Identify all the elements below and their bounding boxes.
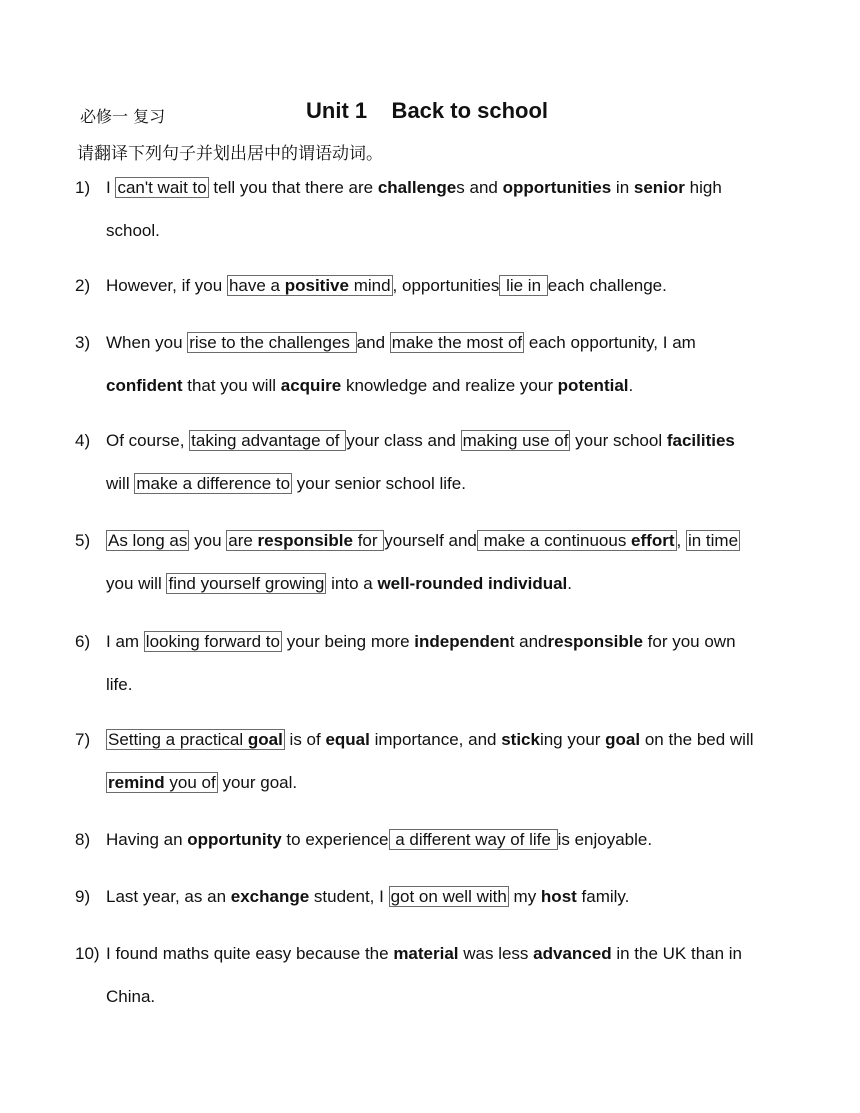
- phrase-box: taking advantage of: [191, 431, 345, 450]
- text-run: China.: [106, 987, 156, 1006]
- bold-keyword: host: [540, 887, 577, 906]
- text-run: yourself and: [384, 531, 477, 550]
- phrase-box: [227, 275, 393, 296]
- text-run: your being more: [281, 632, 415, 651]
- text-run: you will: [106, 574, 167, 593]
- text-run: you: [189, 531, 227, 550]
- text-run: tell you that there are: [208, 178, 378, 197]
- bold-keyword: responsible: [547, 632, 643, 651]
- sentence-line: [106, 773, 297, 793]
- bold-keyword: opportunity: [187, 830, 282, 849]
- bold-keyword: exchange: [230, 887, 310, 906]
- item-number: 10): [75, 944, 100, 963]
- item-number: 5): [75, 531, 91, 550]
- text-run: is of: [284, 730, 326, 749]
- course-label: 必修一 复习: [80, 107, 166, 126]
- phrase-box: As long as: [108, 531, 188, 550]
- text-run: life.: [106, 675, 133, 694]
- bold-keyword: stick: [501, 730, 540, 749]
- text-run: my: [508, 887, 541, 906]
- unit-title: Unit 1 Back to school: [306, 98, 549, 123]
- bold-keyword: material: [393, 944, 459, 963]
- phrase-box: [477, 530, 677, 551]
- text-run: in: [611, 178, 634, 197]
- sentence-line: [106, 474, 466, 494]
- text-run: s and: [456, 178, 503, 197]
- phrase-box: can't wait to: [117, 178, 207, 197]
- item-number: 4): [75, 431, 91, 450]
- text-run: I: [106, 178, 116, 197]
- bold-keyword: advanced: [533, 944, 612, 963]
- text-run: , opportunities: [392, 276, 500, 295]
- text-run: knowledge and realize your: [341, 376, 558, 395]
- bold-keyword: well-rounded individual: [377, 574, 568, 593]
- phrase-box: [106, 772, 218, 793]
- text-run: Last year, as an: [106, 887, 231, 906]
- sentence-line: [106, 333, 696, 353]
- bold-keyword: independen: [414, 632, 510, 651]
- bold-keyword: goal: [605, 730, 641, 749]
- phrase-box: rise to the challenges: [189, 333, 355, 352]
- text-run: school.: [106, 221, 160, 240]
- text-run: When you: [106, 333, 188, 352]
- text-run: .: [567, 574, 573, 593]
- text-run: to experience: [281, 830, 389, 849]
- text-run: Having an: [106, 830, 188, 849]
- sentence-line: [106, 376, 633, 396]
- item-number: 7): [75, 730, 91, 749]
- bold-keyword: effort: [631, 531, 675, 550]
- text-run: each opportunity, I am: [524, 333, 696, 352]
- text-run: student, I: [309, 887, 389, 906]
- phrase-box: make a difference to: [136, 474, 291, 493]
- phrase-box: a different way of life: [390, 830, 556, 849]
- text-run: will: [106, 474, 135, 493]
- sentence-line: [106, 431, 735, 451]
- text-run: that you will: [182, 376, 281, 395]
- sentence-line: [106, 178, 722, 198]
- text-run: for: [352, 531, 383, 550]
- text-run: each challenge.: [547, 276, 667, 295]
- text-run: I found maths quite easy because the: [106, 944, 394, 963]
- text-run: .: [628, 376, 634, 395]
- phrase-box: in time: [687, 531, 739, 550]
- text-run: Setting a practical: [108, 730, 248, 749]
- sentence-line: [106, 632, 736, 652]
- bold-keyword: positive: [284, 276, 349, 295]
- text-run: importance, and: [369, 730, 502, 749]
- text-run: t and: [509, 632, 548, 651]
- text-run: your class and: [346, 431, 461, 450]
- text-run: ing your: [539, 730, 606, 749]
- bold-keyword: facilities: [666, 431, 735, 450]
- text-run: Of course,: [106, 431, 190, 450]
- text-run: ,: [676, 531, 686, 550]
- text-run: are: [228, 531, 258, 550]
- bold-keyword: goal: [247, 730, 283, 749]
- sentence-line: [106, 675, 132, 695]
- bold-keyword: potential: [557, 376, 629, 395]
- text-run: high: [684, 178, 722, 197]
- text-run: mind: [348, 276, 391, 295]
- text-run: was less: [458, 944, 534, 963]
- text-run: have a: [228, 276, 285, 295]
- header: [80, 98, 780, 128]
- item-number: 1): [75, 178, 91, 197]
- phrase-box: find yourself growing: [168, 574, 325, 593]
- sentence-line: [106, 944, 742, 964]
- sentence-line: [106, 531, 740, 551]
- bold-keyword: responsible: [257, 531, 353, 550]
- text-run: in the UK than in: [611, 944, 743, 963]
- sentence-line: [106, 730, 754, 750]
- sentence-line: [106, 276, 667, 296]
- item-number: 9): [75, 887, 91, 906]
- sentence-line: [106, 887, 629, 907]
- sentence-line: [106, 830, 652, 850]
- item-number: 8): [75, 830, 91, 849]
- bold-keyword: opportunities: [502, 178, 612, 197]
- sentence-line: [106, 221, 160, 241]
- text-run: is enjoyable.: [557, 830, 653, 849]
- item-number: 6): [75, 632, 91, 651]
- text-run: your senior school life.: [292, 474, 466, 493]
- bold-keyword: acquire: [280, 376, 342, 395]
- text-run: However, if you: [106, 276, 227, 295]
- bold-keyword: challenge: [377, 178, 457, 197]
- text-run: make a continuous: [478, 531, 632, 550]
- text-run: you of: [164, 773, 216, 792]
- sentence-line: [106, 987, 155, 1007]
- phrase-box: [106, 729, 285, 750]
- text-run: your school: [570, 431, 667, 450]
- bold-keyword: remind: [108, 773, 165, 792]
- text-run: for you own: [642, 632, 736, 651]
- phrase-box: making use of: [462, 431, 569, 450]
- text-run: on the bed will: [640, 730, 754, 749]
- instruction: 请翻译下列句子并划出居中的谓语动词。: [77, 144, 383, 164]
- text-run: I am: [106, 632, 144, 651]
- bold-keyword: confident: [106, 376, 183, 395]
- phrase-box: got on well with: [390, 887, 507, 906]
- phrase-box: lie in: [501, 276, 546, 295]
- phrase-box: make the most of: [391, 333, 523, 352]
- bold-keyword: senior: [633, 178, 685, 197]
- item-number: 3): [75, 333, 91, 352]
- bold-keyword: equal: [325, 730, 370, 749]
- sentence-line: [106, 574, 572, 594]
- item-number: 2): [75, 276, 91, 295]
- text-run: and: [356, 333, 390, 352]
- phrase-box: looking forward to: [145, 632, 280, 651]
- text-run: family.: [576, 887, 630, 906]
- text-run: your goal.: [217, 773, 298, 792]
- phrase-box: [226, 530, 384, 551]
- text-run: into a: [326, 574, 378, 593]
